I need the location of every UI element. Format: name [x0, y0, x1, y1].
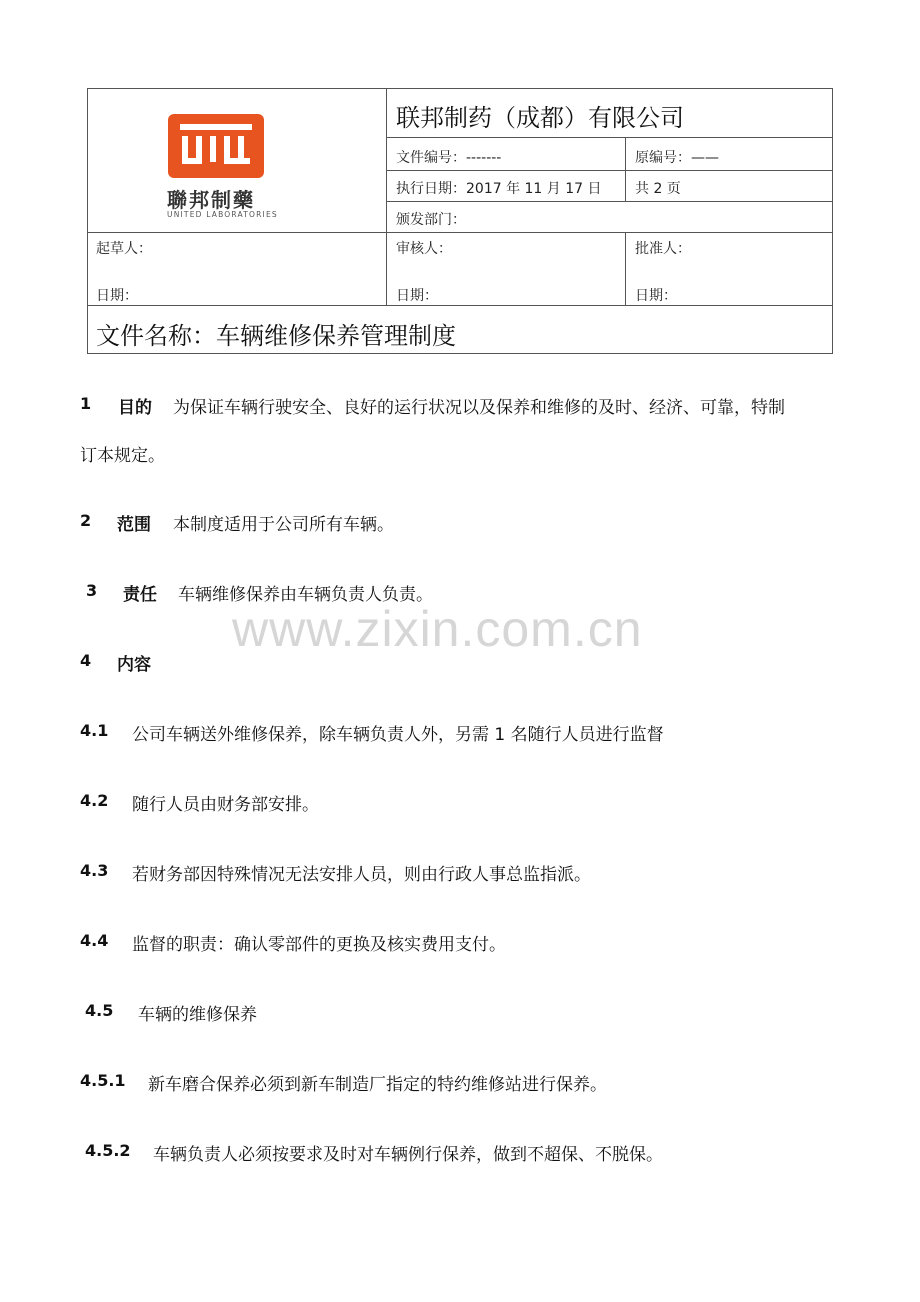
- execution-date: 执行日期：2017 年 11 月 17 日: [396, 181, 602, 197]
- issuing-department: 颁发部门：: [396, 212, 466, 228]
- clause-number: 4.5.1: [80, 1071, 126, 1090]
- logo-mark-icon: [168, 114, 264, 178]
- section-title: 内容: [117, 655, 151, 675]
- clause-number: 4.1: [80, 721, 109, 740]
- clause-text: 公司车辆送外维修保养，除车辆负责人外，另需 1 名随行人员进行监督: [132, 725, 664, 745]
- section-text: 为保证车辆行驶安全、良好的运行状况以及保养和维修的及时、经济、可靠，特制: [173, 398, 785, 418]
- reviewer-label: 审核人：: [396, 241, 452, 257]
- section-title: 范围: [117, 515, 151, 535]
- divider: [88, 232, 833, 233]
- clause-text: 随行人员由财务部安排。: [132, 795, 319, 815]
- drafter-date-label: 日期：: [96, 288, 138, 304]
- approver-label: 批准人：: [635, 241, 691, 257]
- clause-text: 车辆的维修保养: [138, 1005, 257, 1025]
- company-name: 联邦制药（成都）有限公司: [396, 104, 684, 132]
- document-header-table: [87, 88, 833, 354]
- clause-number: 4.4: [80, 931, 109, 950]
- section-number: 2: [80, 511, 92, 530]
- clause-number: 4.2: [80, 791, 109, 810]
- logo-english-name: UNITED LABORATORIES: [167, 210, 278, 219]
- clause-number: 4.3: [80, 861, 109, 880]
- doc-number: 文件编号：-------: [396, 150, 502, 166]
- section-number: 4: [80, 651, 92, 670]
- divider: [625, 232, 626, 305]
- document-title: 文件名称：车辆维修保养管理制度: [96, 322, 456, 350]
- section-number: 1: [80, 394, 92, 413]
- divider: [386, 137, 833, 138]
- approver-date-label: 日期：: [635, 288, 677, 304]
- section-title: 目的: [118, 398, 152, 418]
- divider: [386, 201, 833, 202]
- divider: [88, 305, 833, 306]
- drafter-label: 起草人：: [96, 241, 152, 257]
- section-title: 责任: [123, 585, 157, 605]
- clause-text: 若财务部因特殊情况无法安排人员，则由行政人事总监指派。: [132, 865, 591, 885]
- clause-text: 监督的职责：确认零部件的更换及核实费用支付。: [132, 935, 506, 955]
- divider: [386, 170, 833, 171]
- section-text-continued: 订本规定。: [80, 446, 165, 466]
- original-number: 原编号：——: [635, 150, 719, 166]
- company-logo: [167, 114, 278, 219]
- section-number: 3: [86, 581, 98, 600]
- section-text: 车辆维修保养由车辆负责人负责。: [178, 585, 433, 605]
- watermark: www.zixin.com.cn: [232, 601, 643, 657]
- logo-chinese-name: 聯邦制藥: [167, 188, 255, 212]
- clause-text: 新车磨合保养必须到新车制造厂指定的特约维修站进行保养。: [148, 1075, 607, 1095]
- clause-number: 4.5: [85, 1001, 114, 1020]
- divider: [625, 137, 626, 201]
- divider: [386, 89, 387, 305]
- clause-text: 车辆负责人必须按要求及时对车辆例行保养，做到不超保、不脱保。: [153, 1145, 663, 1165]
- page-count: 共 2 页: [635, 181, 681, 197]
- reviewer-date-label: 日期：: [396, 288, 438, 304]
- clause-number: 4.5.2: [85, 1141, 131, 1160]
- section-text: 本制度适用于公司所有车辆。: [173, 515, 394, 535]
